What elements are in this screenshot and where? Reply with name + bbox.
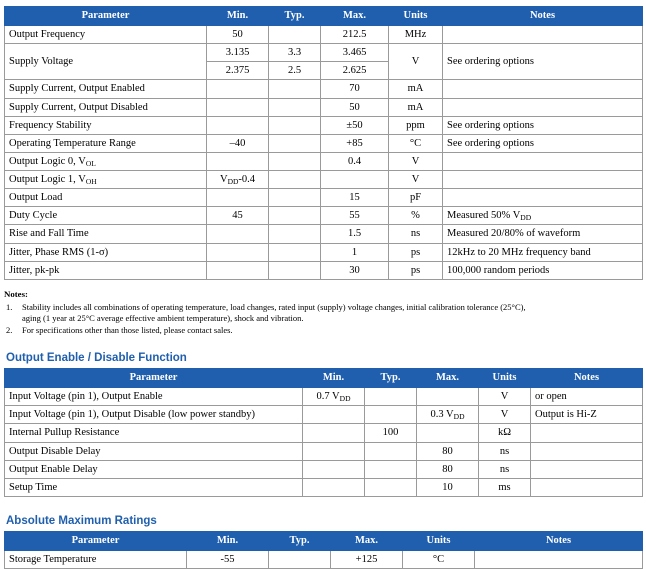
cell-notes: [531, 442, 643, 460]
cell-max: 30: [321, 261, 389, 279]
cell-parameter: Output Disable Delay: [5, 442, 303, 460]
note-text: For specifications other than those listed, please contact sales.: [22, 324, 233, 335]
column-header-min: Min.: [207, 7, 269, 26]
column-header-typ: Typ.: [269, 7, 321, 26]
cell-units: °C: [389, 134, 443, 152]
column-header-parameter: Parameter: [5, 7, 207, 26]
notes-title: Notes:: [4, 288, 28, 299]
table-header-row: [5, 7, 643, 26]
electrical-specifications-table: [4, 6, 643, 280]
cell-min: [303, 424, 365, 442]
cell-parameter: Rise and Fall Time: [5, 225, 207, 243]
cell-min: [303, 406, 365, 424]
section-title-absolute-maximum-ratings: Absolute Maximum Ratings: [6, 514, 157, 527]
cell-max: 15: [321, 189, 389, 207]
cell-typ: [269, 189, 321, 207]
cell-min: 0.7 $V_{DD}$: [303, 388, 365, 406]
cell-parameter: Jitter, pk-pk: [5, 261, 207, 279]
cell-notes: [475, 550, 643, 568]
cell-parameter: Output Logic 1, $V_{OH}$: [5, 171, 207, 189]
cell-min: 50: [207, 26, 269, 44]
cell-units: ps: [389, 243, 443, 261]
cell-parameter: Output Frequency: [5, 26, 207, 44]
cell-min: [207, 98, 269, 116]
cell-min: [303, 478, 365, 496]
table-header-row: [5, 369, 643, 388]
cell-parameter: Operating Temperature Range: [5, 134, 207, 152]
column-header-max: Max.: [417, 369, 479, 388]
table-row: [5, 152, 643, 170]
cell-max: 3.465: [321, 44, 389, 62]
cell-notes: Output is Hi-Z: [531, 406, 643, 424]
cell-typ: [269, 171, 321, 189]
cell-typ: 3.3: [269, 44, 321, 62]
cell-units: V: [389, 44, 443, 80]
column-header-max: Max.: [331, 531, 403, 550]
cell-typ: [365, 478, 417, 496]
cell-parameter: Internal Pullup Resistance: [5, 424, 303, 442]
column-header-units: Units: [479, 369, 531, 388]
cell-parameter: Supply Current, Output Enabled: [5, 80, 207, 98]
cell-max: ±50: [321, 116, 389, 134]
cell-parameter: Jitter, Phase RMS (1-σ): [5, 243, 207, 261]
cell-parameter: Input Voltage (pin 1), Output Enable: [5, 388, 303, 406]
cell-units: ns: [479, 442, 531, 460]
cell-min: -55: [187, 550, 269, 568]
cell-max: 0.3 $V_{DD}$: [417, 406, 479, 424]
cell-max: 0.4: [321, 152, 389, 170]
cell-max: [417, 424, 479, 442]
cell-notes: [443, 189, 643, 207]
cell-notes: Measured 20/80% of waveform: [443, 225, 643, 243]
table-row: [5, 26, 643, 44]
cell-max: 50: [321, 98, 389, 116]
cell-max: 1: [321, 243, 389, 261]
column-header-typ: Typ.: [269, 531, 331, 550]
cell-notes: [443, 98, 643, 116]
cell-units: %: [389, 207, 443, 225]
cell-units: °C: [403, 550, 475, 568]
cell-notes: or open: [531, 388, 643, 406]
cell-units: V: [389, 171, 443, 189]
table-row: [5, 406, 643, 424]
cell-typ: [365, 388, 417, 406]
cell-notes: [443, 80, 643, 98]
cell-typ: [365, 406, 417, 424]
note-continuation: aging (1 year at 25°C average effective ambient temperature), shock and vibration.: [22, 313, 304, 324]
cell-min: [303, 442, 365, 460]
cell-typ: [269, 152, 321, 170]
table-row: [5, 207, 643, 225]
column-header-notes: Notes: [531, 369, 643, 388]
table-row: [5, 171, 643, 189]
cell-min: [207, 225, 269, 243]
cell-units: pF: [389, 189, 443, 207]
cell-units: MHz: [389, 26, 443, 44]
section-title-output-enable: Output Enable / Disable Function: [6, 352, 187, 365]
cell-notes: See ordering options: [443, 134, 643, 152]
cell-notes: Measured 50% $V_{DD}$: [443, 207, 643, 225]
cell-min: –40: [207, 134, 269, 152]
cell-typ: 2.5: [269, 62, 321, 80]
note-number: 1.: [6, 301, 13, 312]
cell-typ: [269, 134, 321, 152]
cell-parameter: Supply Current, Output Disabled: [5, 98, 207, 116]
cell-notes: [531, 424, 643, 442]
column-header-units: Units: [403, 531, 475, 550]
cell-typ: [269, 26, 321, 44]
cell-units: ns: [479, 460, 531, 478]
table-row: [5, 116, 643, 134]
cell-notes: [443, 171, 643, 189]
table-row: [5, 98, 643, 116]
column-header-max: Max.: [321, 7, 389, 26]
table-row: [5, 478, 643, 496]
cell-typ: [269, 98, 321, 116]
cell-max: 2.625: [321, 62, 389, 80]
table-row: [5, 460, 643, 478]
cell-units: ms: [479, 478, 531, 496]
cell-units: mA: [389, 98, 443, 116]
cell-max: 80: [417, 460, 479, 478]
cell-units: ppm: [389, 116, 443, 134]
cell-notes: See ordering options: [443, 44, 643, 80]
cell-parameter: Frequency Stability: [5, 116, 207, 134]
cell-max: [417, 388, 479, 406]
column-header-typ: Typ.: [365, 369, 417, 388]
cell-max: +85: [321, 134, 389, 152]
cell-notes: 12kHz to 20 MHz frequency band: [443, 243, 643, 261]
cell-min: 3.135: [207, 44, 269, 62]
column-header-min: Min.: [187, 531, 269, 550]
cell-units: ps: [389, 261, 443, 279]
cell-typ: [365, 460, 417, 478]
cell-units: mA: [389, 80, 443, 98]
cell-notes: [531, 478, 643, 496]
table-row: [5, 225, 643, 243]
cell-min: [207, 261, 269, 279]
notes-block: [4, 289, 642, 336]
cell-typ: [269, 80, 321, 98]
cell-max: 80: [417, 442, 479, 460]
cell-typ: [269, 261, 321, 279]
cell-notes: See ordering options: [443, 116, 643, 134]
cell-typ: [269, 225, 321, 243]
absolute-maximum-ratings-table: [4, 531, 643, 569]
cell-units: V: [479, 406, 531, 424]
cell-max: +125: [331, 550, 403, 568]
cell-max: 1.5: [321, 225, 389, 243]
cell-min: [303, 460, 365, 478]
cell-max: 55: [321, 207, 389, 225]
note-item: [6, 302, 642, 313]
cell-min: [207, 152, 269, 170]
cell-notes: [443, 152, 643, 170]
column-header-parameter: Parameter: [5, 369, 303, 388]
table-row: [5, 442, 643, 460]
column-header-min: Min.: [303, 369, 365, 388]
cell-parameter: Storage Temperature: [5, 550, 187, 568]
cell-parameter: Supply Voltage: [5, 44, 207, 80]
cell-min: $V_{DD}-0.4$: [207, 171, 269, 189]
table-row: [5, 189, 643, 207]
table-row: [5, 243, 643, 261]
table-row: [5, 261, 643, 279]
cell-max: 10: [417, 478, 479, 496]
cell-min: 2.375: [207, 62, 269, 80]
column-header-parameter: Parameter: [5, 531, 187, 550]
cell-units: V: [389, 152, 443, 170]
note-text: Stability includes all combinations of operating temperature, load changes, rated input (supply) voltage changes, initial calibration tolerance (25°C),: [22, 301, 526, 312]
cell-min: [207, 80, 269, 98]
cell-max: [321, 171, 389, 189]
cell-typ: 100: [365, 424, 417, 442]
cell-parameter: Input Voltage (pin 1), Output Disable (low power standby): [5, 406, 303, 424]
cell-min: [207, 243, 269, 261]
cell-max: 70: [321, 80, 389, 98]
cell-typ: [269, 116, 321, 134]
table-row: [5, 424, 643, 442]
cell-typ: [269, 243, 321, 261]
cell-units: ns: [389, 225, 443, 243]
cell-parameter: Output Logic 0, $V_{OL}$: [5, 152, 207, 170]
cell-parameter: Duty Cycle: [5, 207, 207, 225]
table-row: [5, 388, 643, 406]
cell-max: 212.5: [321, 26, 389, 44]
table-row: [5, 80, 643, 98]
cell-notes: [531, 460, 643, 478]
cell-typ: [365, 442, 417, 460]
column-header-notes: Notes: [475, 531, 643, 550]
cell-parameter: Output Enable Delay: [5, 460, 303, 478]
cell-min: 45: [207, 207, 269, 225]
table-header-row: [5, 531, 643, 550]
output-enable-disable-table: [4, 368, 643, 497]
table-row: [5, 44, 643, 62]
column-header-notes: Notes: [443, 7, 643, 26]
cell-min: [207, 189, 269, 207]
column-header-units: Units: [389, 7, 443, 26]
note-item: [6, 325, 642, 336]
table-row: [5, 134, 643, 152]
cell-notes: [443, 26, 643, 44]
cell-notes: 100,000 random periods: [443, 261, 643, 279]
cell-typ: [269, 550, 331, 568]
table-row: [5, 550, 643, 568]
cell-min: [207, 116, 269, 134]
cell-units: kΩ: [479, 424, 531, 442]
cell-parameter: Setup Time: [5, 478, 303, 496]
cell-units: V: [479, 388, 531, 406]
note-number: 2.: [6, 324, 13, 335]
cell-parameter: Output Load: [5, 189, 207, 207]
cell-typ: [269, 207, 321, 225]
